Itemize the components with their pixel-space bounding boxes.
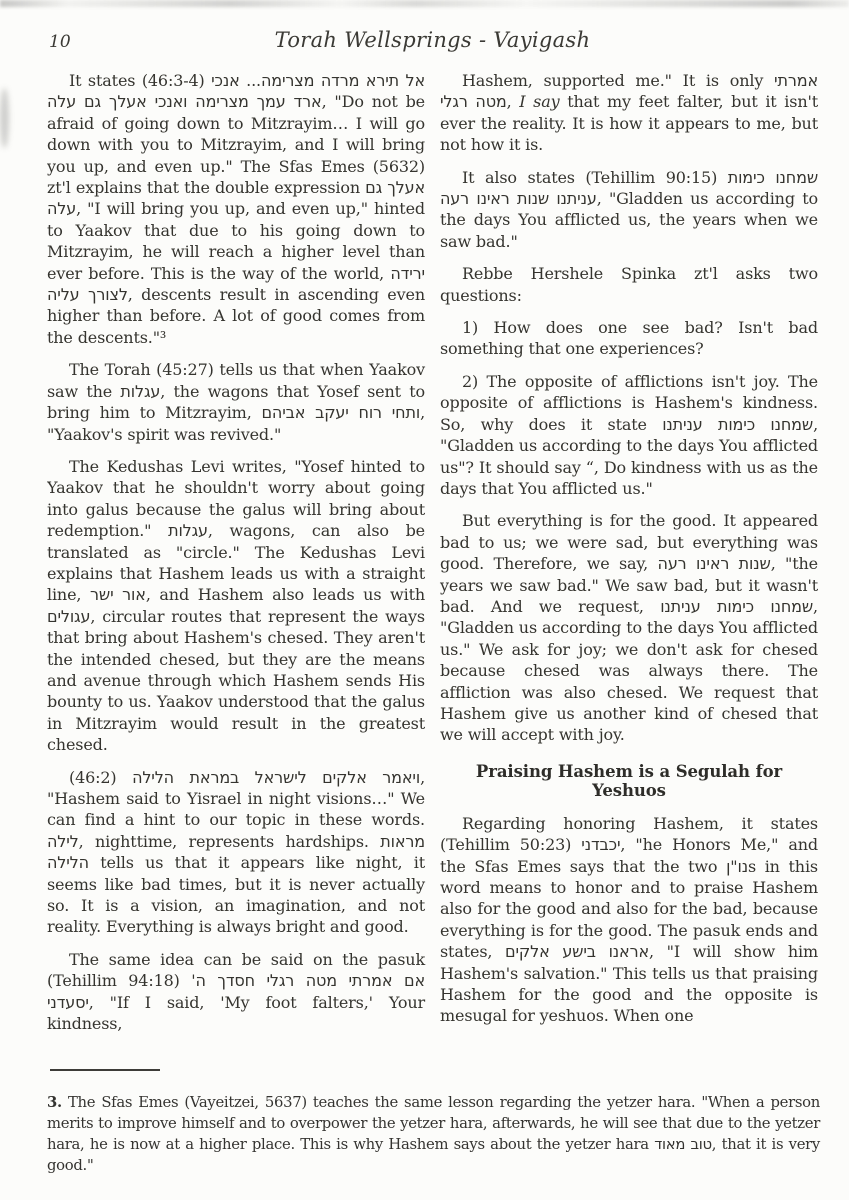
- section-heading: Praising Hashem is a Segulah for Yeshuos: [475, 761, 783, 800]
- paragraph: The same idea can be said on the pasuk (Tehillim 94:18) אם אמרתי מטה רגלי חסדך ה' יסעדני, "If I said, 'My foot falters,' Your kindness,: [47, 949, 425, 1034]
- paragraph: 2) The opposite of afflictions isn't joy. The opposite of afflictions is Hashem's kindness. So, why does it state שמחנו כימות עניתנו, "Gladden us according to the days You afflicted us"? It should say “, Do kindness with us as the days that You afflicted us.": [440, 371, 818, 498]
- page-title: Torah Wellsprings - Vayigash: [274, 28, 591, 52]
- paragraph: Rebbe Hershele Spinka zt'l asks two questions:: [440, 264, 818, 305]
- paragraph: It also states (Tehillim 90:15) שמחנו כימות עניתנו שנות ראינו רעה, "Gladden us according to the days You afflicted us, the years when we saw bad.": [440, 167, 818, 251]
- footnote-number: 3.: [47, 1094, 62, 1111]
- footnote-text: The Sfas Emes (Vayeitzei, 5637) teaches the same lesson regarding the yetzer hara. "When a person merits to improve himself and to overpower the yetzer hara, afterwards, he will see that due to the yetzer hara, he is now at a higher place. This is why Hashem says about the yetzer hara טוב מאוד, that it is very good.": [47, 1094, 820, 1174]
- paragraph: 1) How does one see bad? Isn't bad something that one experiences?: [440, 318, 818, 359]
- page-header: [47, 28, 818, 58]
- paragraph-text: that my feet falter, but it isn't ever the reality. It is how it appears to me, but not how it is.: [440, 92, 818, 155]
- paragraph: [440, 70, 818, 156]
- paragraph: The Kedushas Levi writes, "Yosef hinted to Yaakov that he shouldn't worry about going into galus because the galus will bring about redemption." עגלות, wagons, can also be translated as "circle." The Kedushas Levi explains that Hashem leads us with a straight line, אור ישר, and Hashem also leads us with עגולים, circular routes that represent the ways that bring about Hashem's chesed. They aren't the intended chesed, but they are the means and avenue through which Hashem sends His bounty to us. Yaakov understood that the galus in Mitzrayim would result in the greatest chesed.: [47, 456, 425, 755]
- scan-artifact-top: [0, 0, 849, 7]
- left-column: [47, 70, 425, 1060]
- paragraph: It states (46:3-4) אל תירא מרדה מצרימה... אנכי ארד עמך מצרימה ואנכי אעלך גם עלה, "Do not be afraid of going down to Mitzrayim… I will go down with you to Mitzrayim, and I will bring you up, and even up." The Sfas Emes (5632) zt'l explains that the double expression אעלך גם עלה, "I will bring you up, and even up," hinted to Yaakov that due to his going down to Mitzrayim, he will reach a higher level than ever before. This is the way of the world, ירידה לצורך עליה, descents result in ascending even higher than before. A lot of good comes from the descents."³: [47, 71, 425, 347]
- paragraph: Regarding honoring Hashem, it states (Tehillim 50:23) יכבדני, "he Honors Me," and the Sfas Emes says that the two נו"ןs in this word means to honor and to praise Hashem also for the good and also for the bad, because everything is for the good. The pasuk ends and states, אראנו בישע אלקים, "I will show him Hashem's salvation." This tells us that praising Hashem for the good and the opposite is mesugal for yeshuos. When one: [440, 813, 818, 1026]
- italic-phrase: I say: [519, 92, 560, 112]
- footnote: [47, 1092, 820, 1176]
- scan-artifact-left: [0, 88, 9, 148]
- paragraph: The Torah (45:27) tells us that when Yaakov saw the עגלות, the wagons that Yosef sent to bring him to Mitzrayim, ותחי רוח יעקב אביהם, "Yaakov's spirit was revived.": [47, 360, 425, 444]
- paragraph: But everything is for the good. It appeared bad to us; we were sad, but everything was good. Therefore, we say, שנות ראינו רעה, "the years we saw bad." We saw bad, but it wasn't bad. And we request, שמחנו כימות עניתנו, "Gladden us according to the days You afflicted us." We ask for joy; we don't ask for chesed because chesed was always there. The affliction was also chesed. We request that Hashem give us another kind of chesed that we will accept with joy.: [440, 511, 818, 745]
- paragraph-text: Hashem, supported me." It is only אמרתי מטה רגלי,: [440, 71, 818, 112]
- footnote-divider: [50, 1069, 160, 1071]
- right-column: [440, 70, 818, 1060]
- text-columns: [47, 70, 818, 1060]
- paragraph: (46:2) ויאמר אלקים לישראל במראת הלילה, "Hashem said to Yisrael in night visions…" We can find a hint to our topic in these words. לילה, nighttime, represents hardships. מראות הלילה tells us that it appears like night, it seems like bad times, but it is never actually so. It is a vision, an imagination, and not reality. Everything is always bright and good.: [47, 767, 425, 937]
- page-number: 10: [49, 32, 71, 52]
